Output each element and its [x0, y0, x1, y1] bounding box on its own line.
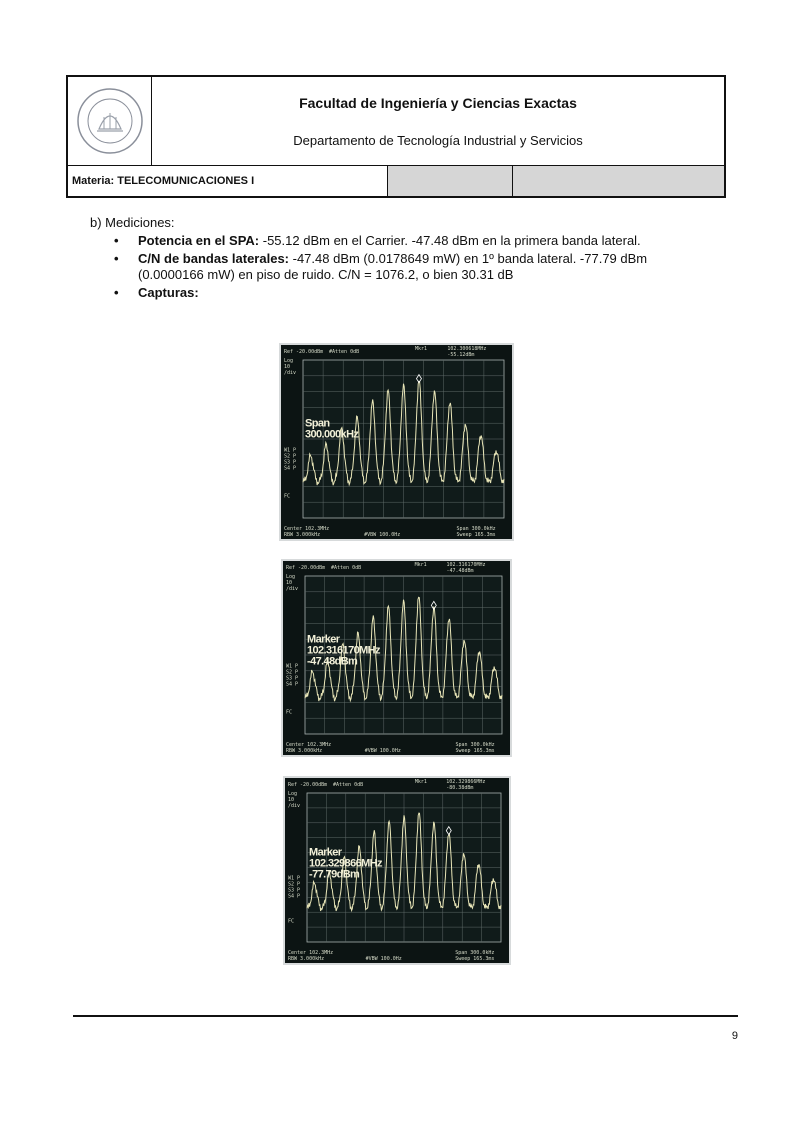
logo-cell: [68, 77, 152, 165]
channel-label: W1 P: [288, 875, 301, 882]
header-empty-cell: [513, 166, 724, 196]
scale-unit: /div: [284, 370, 297, 376]
page-number: 9: [731, 1030, 738, 1042]
header-empty-cell: [388, 166, 513, 196]
channel-label: S4 P: [284, 465, 297, 472]
fc-label: FC: [288, 918, 295, 925]
bullet-label: Potencia en el SPA:: [138, 233, 260, 248]
scale-type: Log: [284, 358, 294, 364]
subject-label: Materia: TELECOMUNICACIONES I: [68, 166, 388, 196]
spectrum-capture-2: [281, 559, 512, 757]
rbw-value: RBW 3.000kHz: [284, 532, 321, 538]
document-header: [66, 75, 726, 198]
section-title: b) Mediciones:: [90, 215, 175, 230]
marker-frequency: 102.329866MHz: [446, 779, 486, 785]
overlay-text: 300.000kHz: [305, 428, 359, 441]
span-value: Span 300.0kHz: [455, 950, 495, 956]
scale-unit: /div: [286, 586, 299, 592]
fc-label: FC: [284, 493, 291, 500]
channel-label: S3 P: [288, 887, 301, 894]
scale-type: Log: [288, 791, 298, 797]
span-value: Span 300.0kHz: [456, 526, 496, 532]
channel-label: S3 P: [284, 459, 297, 466]
fc-label: FC: [286, 709, 293, 716]
center-frequency: Center 102.3MHz: [288, 950, 334, 956]
spectrum-screen: [281, 345, 512, 539]
scale-value: 10: [288, 797, 295, 803]
overlay-text: -47.48dBm: [307, 655, 358, 668]
marker-level: -47.48dBm: [446, 568, 474, 574]
span-value: Span 300.0kHz: [455, 742, 495, 748]
vbw-value: #VBW 100.0Hz: [364, 748, 401, 754]
rbw-value: RBW 3.000kHz: [288, 956, 325, 962]
attenuation: #Atten 0dB: [329, 349, 360, 355]
spectrum-capture-1: [279, 343, 514, 541]
channel-label: W1 P: [284, 447, 297, 454]
center-frequency: Center 102.3MHz: [284, 526, 330, 532]
header-title-cell: [152, 77, 724, 165]
vbw-value: #VBW 100.0Hz: [365, 956, 402, 962]
measurements-section: [90, 215, 710, 303]
vbw-value: #VBW 100.0Hz: [364, 532, 401, 538]
marker-label: Mkr1: [414, 562, 427, 568]
bullet-text: -47.48 dBm (0.0178649 mW) en 1º banda lateral. -77.79 dBm (0.0000166 mW) en piso de ruido. C/N = 1076.2, o bien 30.31 dB: [138, 251, 648, 282]
marker-label: Mkr1: [414, 346, 428, 352]
spectrum-screen: [283, 561, 510, 755]
ref-level: Ref -20.00dBm: [286, 565, 326, 571]
overlay-text: 102.329866MHz: [309, 857, 382, 870]
overlay-text: -77.79dBm: [309, 868, 360, 881]
channel-label: S4 P: [288, 893, 301, 900]
list-item: [138, 251, 710, 283]
channel-label: S3 P: [286, 675, 299, 682]
overlay-text: 102.316170MHz: [307, 644, 380, 657]
scale-value: 10: [284, 364, 291, 370]
marker-label: Mkr1: [414, 779, 427, 785]
ref-level: Ref -20.00dBm: [288, 782, 328, 788]
overlay-text: Span: [305, 417, 330, 430]
sweep-value: Sweep 165.3ms: [455, 956, 495, 962]
channel-label: W1 P: [286, 663, 299, 670]
sweep-value: Sweep 165.3ms: [455, 748, 495, 754]
bullet-text: -55.12 dBm en el Carrier. -47.48 dBm en la primera banda lateral.: [259, 233, 641, 248]
channel-label: S2 P: [288, 881, 301, 888]
channel-label: S2 P: [286, 669, 299, 676]
department-name: Departamento de Tecnología Industrial y Servicios: [293, 133, 583, 148]
marker-level: -80.38dBm: [446, 785, 474, 791]
marker-level: -55.12dBm: [447, 352, 475, 358]
bullet-label: C/N de bandas laterales:: [138, 251, 289, 266]
spectrum-screen: [285, 778, 509, 963]
scale-type: Log: [286, 574, 296, 580]
channel-label: S4 P: [286, 681, 299, 688]
sweep-value: Sweep 165.3ms: [456, 532, 496, 538]
footer-divider: [73, 1015, 738, 1017]
attenuation: #Atten 0dB: [333, 782, 364, 788]
scale-value: 10: [286, 580, 293, 586]
university-seal-icon: [75, 85, 145, 157]
bullet-list: [90, 233, 710, 301]
list-item: [138, 285, 710, 301]
bullet-label: Capturas:: [138, 285, 199, 300]
header-subject-row: [68, 165, 724, 196]
overlay-text: Marker: [307, 633, 340, 646]
channel-label: S2 P: [284, 453, 297, 460]
marker-frequency: 102.316170MHz: [446, 562, 486, 568]
rbw-value: RBW 3.000kHz: [286, 748, 323, 754]
ref-level: Ref -20.00dBm: [284, 349, 324, 355]
overlay-text: Marker: [309, 846, 342, 859]
spectrum-capture-3: [283, 776, 511, 965]
attenuation: #Atten 0dB: [331, 565, 362, 571]
marker-frequency: 102.300618MHz: [447, 346, 487, 352]
center-frequency: Center 102.3MHz: [286, 742, 332, 748]
faculty-title: Facultad de Ingeniería y Ciencias Exactas: [299, 95, 577, 111]
list-item: [138, 233, 710, 249]
scale-unit: /div: [288, 803, 301, 809]
